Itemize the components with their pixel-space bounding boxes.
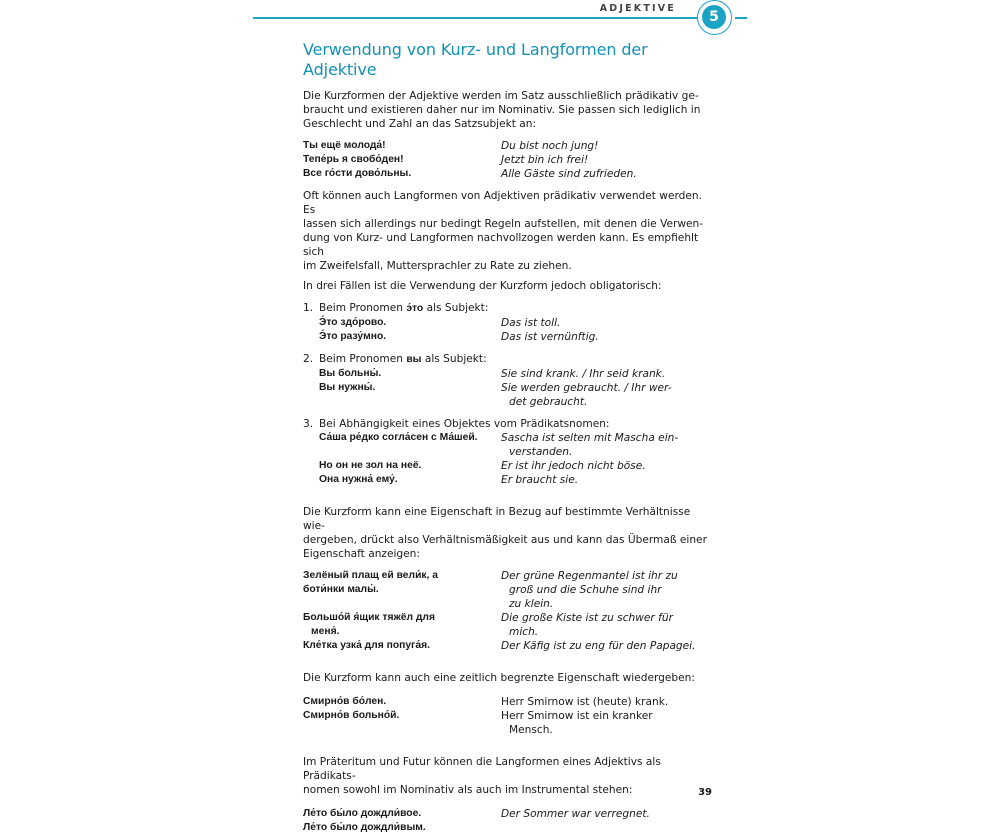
page-content (303, 40, 713, 835)
case-intro-text: Beim Pronomen (319, 353, 407, 365)
german-translation: Das ist vernünftig. (501, 331, 599, 343)
paragraph-obligatory: In drei Fällen ist die Verwendung der Kurzform jedoch obligatorisch: (303, 280, 662, 292)
text-line: nomen sowohl im Nominativ als auch im Instrumental stehen: (303, 784, 633, 796)
russian-example: Смирно́в бо́лен. (303, 696, 387, 707)
russian-line: Зелёный плащ ей вели́к, а (303, 570, 438, 581)
german-translation (501, 569, 713, 611)
list-number: 3. (303, 418, 314, 430)
german-translation: Du bist noch jung! (501, 140, 599, 152)
example-row (303, 153, 713, 167)
example-row (303, 709, 713, 737)
section-label: ADJEKTIVE (599, 3, 676, 14)
russian-example (303, 569, 501, 611)
page-title: Verwendung von Kurz- und Langformen der Adjektive (303, 40, 648, 79)
example-row (303, 611, 713, 639)
russian-line: меня́. (311, 626, 340, 637)
russian-example: Вы больны́. (319, 368, 382, 379)
header-rule-end (735, 17, 747, 19)
paragraph-temporary: Die Kurzform kann auch eine zeitlich begrenzte Eigenschaft wiedergeben: (303, 672, 695, 684)
example-row (303, 167, 713, 181)
text-line: Im Präteritum und Futur können die Langformen eines Adjektivs als Prädikats- (303, 756, 661, 782)
german-translation: Er braucht sie. (501, 474, 579, 486)
case-keyword: вы (406, 354, 422, 365)
russian-example: Са́ша ре́дко согла́сен с Ма́шей. (319, 432, 478, 443)
translation-line: Die große Kiste ist zu schwer für (501, 612, 673, 624)
case-intro (319, 417, 713, 431)
examples-block-4 (303, 569, 713, 653)
german-translation (501, 709, 713, 737)
example-row (303, 807, 713, 821)
example-row (303, 695, 713, 709)
translation-line: Herr Smirnow ist ein kranker (501, 710, 653, 722)
case-intro-text: als Subjekt: (421, 353, 487, 365)
translation-line: Mensch. (509, 724, 553, 736)
example-row (319, 316, 713, 330)
list-number: 2. (303, 353, 314, 365)
german-translation (501, 611, 713, 639)
russian-example: Вы нужны́. (319, 382, 376, 393)
text-line: braucht und existieren daher nur im Nominativ. Sie passen sich lediglich in (303, 104, 701, 116)
case-intro (319, 301, 713, 316)
example-row (303, 639, 713, 653)
russian-line: Большо́й я́щик тяжёл для (303, 612, 435, 623)
list-item-case-2 (303, 352, 713, 409)
german-translation: Der Sommer war verregnet. (501, 808, 650, 820)
examples-block-6 (303, 807, 713, 835)
german-translation: Herr Smirnow ist (heute) krank. (501, 696, 669, 708)
example-row (319, 330, 713, 344)
russian-example: Ле́то бы́ло дождли́вым. (303, 822, 426, 833)
translation-line: verstanden. (509, 446, 573, 458)
russian-example: Она нужна́ ему́. (319, 474, 398, 485)
translation-line: Sascha ist selten mit Mascha ein- (501, 432, 679, 444)
russian-example: Тепе́рь я свобо́ден! (303, 154, 404, 165)
paragraph-langformen (303, 189, 713, 273)
german-translation: Der Käfig ist zu eng für den Papagei. (501, 640, 696, 652)
text-line: im Zweifelsfall, Muttersprachler zu Rate zu ziehen. (303, 260, 572, 272)
paragraph-tense (303, 755, 713, 797)
russian-example: Ты ещё молода́! (303, 140, 386, 151)
example-row (303, 569, 713, 611)
russian-example: Но он не зол на неё. (319, 460, 422, 471)
case-intro-text: Beim Pronomen (319, 302, 407, 314)
text-line: Eigenschaft anzeigen: (303, 548, 420, 560)
example-row (319, 381, 713, 409)
translation-line: Sie werden gebraucht. / Ihr wer- (501, 382, 672, 394)
examples-block-5 (303, 695, 713, 737)
german-translation (501, 821, 713, 835)
russian-example: Смирно́в больно́й. (303, 710, 400, 721)
page-number: 39 (698, 787, 712, 798)
german-translation: Er ist ihr jedoch nicht böse. (501, 460, 646, 472)
translation-line: det gebraucht. (509, 396, 588, 408)
text-line: Die Kurzform kann eine Eigenschaft in Bezug auf bestimmte Verhältnisse wie- (303, 506, 691, 532)
header-rule (253, 17, 721, 19)
translation-line: groß und die Schuhe sind ihr (509, 584, 662, 596)
text-line: Geschlecht und Zahl an das Satzsubjekt an: (303, 118, 537, 130)
case-intro-text: Bei Abhängigkeit eines Objektes vom Prädikatsnomen: (319, 418, 610, 430)
german-translation: Das ist toll. (501, 317, 561, 329)
case-intro-text: als Subjekt: (423, 302, 489, 314)
list-number: 1. (303, 302, 314, 314)
text-line: dung von Kurz- und Langformen nachvollzogen werden kann. Es empfiehlt sich (303, 232, 699, 258)
text-line: Oft können auch Langformen von Adjektiven prädikativ verwendet werden. Es (303, 190, 702, 216)
example-row (319, 431, 713, 459)
translation-line: zu klein. (509, 598, 554, 610)
intro-paragraph (303, 89, 713, 131)
examples-block-1 (303, 139, 713, 181)
russian-example: Кле́тка узка́ для попуга́я. (303, 640, 430, 651)
case-keyword: э́то (406, 303, 424, 314)
chapter-badge (697, 0, 732, 35)
russian-example: Все го́сти дово́льны. (303, 168, 412, 179)
example-row (319, 459, 713, 473)
german-translation: Sie sind krank. / Ihr seid krank. (501, 368, 666, 380)
chapter-number: 5 (702, 5, 726, 29)
text-line: dergeben, drückt also Verhältnismäßigkeit aus und kann das Übermaß einer (303, 534, 707, 546)
list-item-case-1 (303, 301, 713, 344)
case-intro (319, 352, 713, 367)
german-translation: Jetzt bin ich frei! (501, 154, 589, 166)
german-translation: Alle Gäste sind zufrieden. (501, 168, 637, 180)
russian-example: Э́то здо́рово. (319, 317, 387, 328)
example-row (303, 821, 713, 835)
example-row (319, 367, 713, 381)
example-row (319, 473, 713, 487)
text-line: lassen sich allerdings nur bedingt Regeln aufstellen, mit denen die Verwen- (303, 218, 704, 230)
paragraph-proportion (303, 505, 713, 561)
russian-example: Ле́то бы́ло дождли́вое. (303, 808, 422, 819)
translation-line: mich. (509, 626, 539, 638)
list-item-case-3 (303, 417, 713, 487)
russian-line: боти́нки малы́. (303, 584, 379, 595)
translation-line: Der grüne Regenmantel ist ihr zu (501, 570, 678, 582)
german-translation (501, 431, 713, 459)
text-line: Die Kurzformen der Adjektive werden im Satz ausschließlich prädikativ ge- (303, 90, 699, 102)
russian-example (303, 611, 501, 639)
german-translation (501, 381, 713, 409)
russian-example: Э́то разу́мно. (319, 331, 387, 342)
example-row (303, 139, 713, 153)
